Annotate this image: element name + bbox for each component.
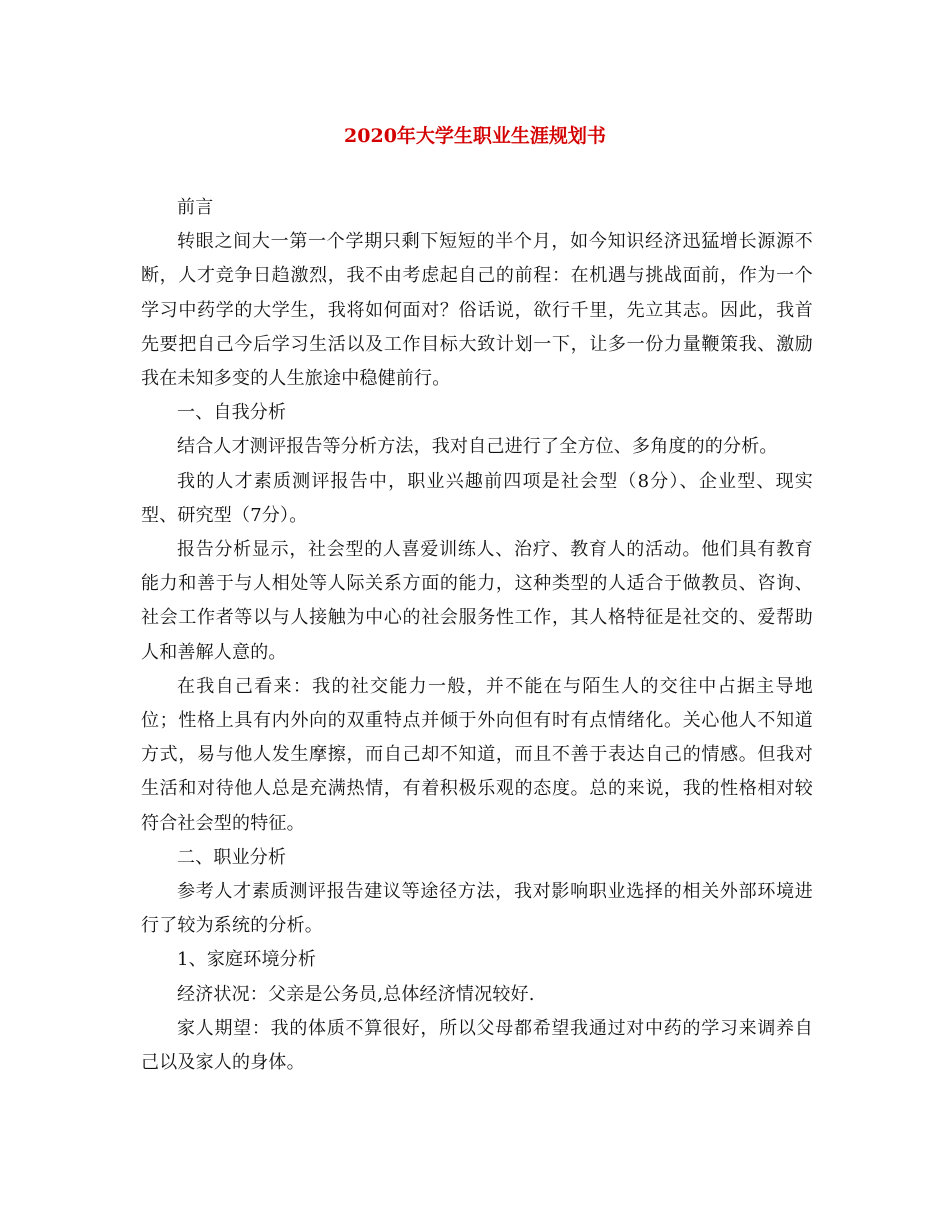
- heading-career-analysis: 二、职业分析: [177, 846, 287, 868]
- paragraph-preface: 转眼之间大一第一个学期只剩下短短的半个月，如今知识经济迅猛增长源源不断，人才竞争日趋激烈，我不由考虑起自己的前程：在机遇与挑战面前，作为一个学习中药学的大学生，我将如何面对？俗话说，欲行千里，先立其志。因此，我首先要把自己今后学习生活以及工作目标大致计划一下，让多一份力量鞭策我、激励我在未知多变的人生旅途中稳健前行。: [141, 231, 813, 390]
- paragraph-test-report: 我的人才素质测评报告中，职业兴趣前四项是社会型（8分）、企业型、现实型、研究型（7分）。: [141, 470, 813, 526]
- heading-self-analysis: 一、自我分析: [177, 402, 287, 424]
- paragraph-economic-status: 经济状况：父亲是公务员,总体经济情况较好.: [177, 983, 535, 1005]
- paragraph-career-method: 参考人才素质测评报告建议等途径方法，我对影响职业选择的相关外部环境进行了较为系统的分析。: [141, 881, 813, 937]
- paragraph-report-analysis: 报告分析显示，社会型的人喜爱训练人、治疗、教育人的活动。他们具有教育能力和善于与人相处等人际关系方面的能力，这种类型的人适合于做教员、咨询、社会工作者等以与人接触为中心的社会服务性工作，其人格特征是社交的、爱帮助人和善解人意的。: [141, 539, 813, 663]
- document-body: [141, 191, 813, 1080]
- paragraph-self-view: 在我自己看来：我的社交能力一般，并不能在与陌生人的交往中占据主导地位；性格上具有内外向的双重特点并倾于外向但有时有点情绪化。关心他人不知道方式，易与他人发生摩擦，而自己却不知道，而且不善于表达自己的情感。但我对生活和对待他人总是充满热情，有着积极乐观的态度。总的来说，我的性格相对较符合社会型的特征。: [141, 675, 813, 834]
- paragraph-analysis-method: 结合人才测评报告等分析方法，我对自己进行了全方位、多角度的的分析。: [177, 436, 778, 458]
- heading-preface: 前言: [177, 197, 214, 218]
- paragraph-family-expectation: 家人期望：我的体质不算很好，所以父母都希望我通过对中药的学习来调养自己以及家人的身体。: [141, 1017, 813, 1074]
- heading-family-environment: 1、家庭环境分析: [177, 949, 317, 971]
- document-title: 2020年大学生职业生涯规划书: [344, 125, 606, 147]
